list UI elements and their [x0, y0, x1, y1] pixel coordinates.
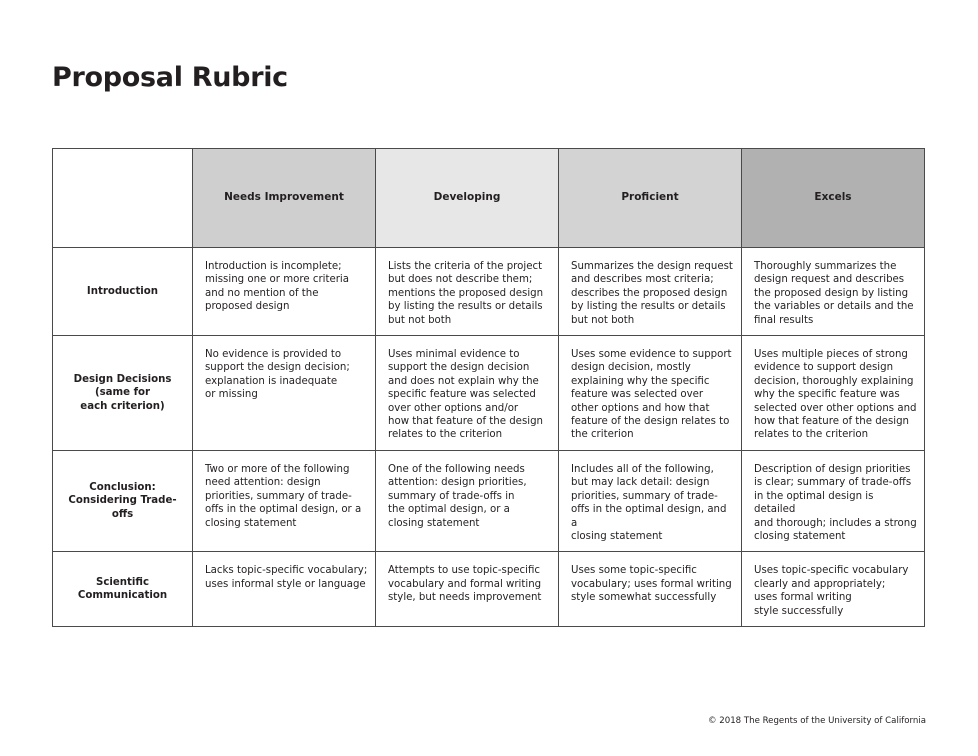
- row-header-conclusion: Conclusion: Considering Trade-offs: [53, 450, 193, 551]
- cell-scientific-communication-excels: Uses topic-specific vocabulary clearly and appropriately; uses formal writing style successfully: [742, 552, 925, 627]
- header-developing: Developing: [376, 149, 559, 248]
- cell-introduction-developing: Lists the criteria of the project but does not describe them; mentions the proposed design by listing the results or details but not both: [376, 248, 559, 336]
- cell-design-decisions-excels: Uses multiple pieces of strong evidence to support design decision, thoroughly explaining why the specific feature was selected over other options and how that feature of the design relates to the criterion: [742, 336, 925, 451]
- cell-design-decisions-proficient: Uses some evidence to support design decision, mostly explaining why the specific feature was selected over other options and how that feature of the design relates to the criterion: [559, 336, 742, 451]
- cell-introduction-needs-improvement: Introduction is incomplete; missing one or more criteria and no mention of the proposed design: [193, 248, 376, 336]
- cell-conclusion-proficient: Includes all of the following, but may lack detail: design priorities, summary of trade- offs in the optimal design, and a closing statement: [559, 450, 742, 551]
- row-header-introduction: Introduction: [53, 248, 193, 336]
- rubric-table: [52, 148, 925, 627]
- table-row-conclusion: [53, 450, 925, 551]
- cell-introduction-proficient: Summarizes the design request and describes most criteria; describes the proposed design by listing the results or details but not both: [559, 248, 742, 336]
- table-row-design-decisions: [53, 336, 925, 451]
- cell-conclusion-excels: Description of design priorities is clear; summary of trade-offs in the optimal design is detailed and thorough; includes a strong closing statement: [742, 450, 925, 551]
- row-header-design-decisions: Design Decisions (same for each criterion): [53, 336, 193, 451]
- header-excels: Excels: [742, 149, 925, 248]
- table-row-scientific-communication: [53, 552, 925, 627]
- cell-scientific-communication-needs-improvement: Lacks topic-specific vocabulary; uses informal style or language: [193, 552, 376, 627]
- cell-design-decisions-needs-improvement: No evidence is provided to support the design decision; explanation is inadequate or missing: [193, 336, 376, 451]
- cell-scientific-communication-developing: Attempts to use topic-specific vocabulary and formal writing style, but needs improvement: [376, 552, 559, 627]
- header-proficient: Proficient: [559, 149, 742, 248]
- cell-scientific-communication-proficient: Uses some topic-specific vocabulary; uses formal writing style somewhat successfully: [559, 552, 742, 627]
- row-header-scientific-communication: Scientific Communication: [53, 552, 193, 627]
- header-needs-improvement: Needs Improvement: [193, 149, 376, 248]
- page-title: Proposal Rubric: [52, 62, 288, 93]
- copyright-notice: © 2018 The Regents of the University of California: [707, 716, 926, 726]
- header-row: [53, 149, 925, 248]
- cell-design-decisions-developing: Uses minimal evidence to support the design decision and does not explain why the specific feature was selected over other options and/or how that feature of the design relates to the criterion: [376, 336, 559, 451]
- cell-introduction-excels: Thoroughly summarizes the design request and describes the proposed design by listing the variables or details and the final results: [742, 248, 925, 336]
- header-corner-cell: [53, 149, 193, 248]
- cell-conclusion-needs-improvement: Two or more of the following need attention: design priorities, summary of trade- offs in the optimal design, or a closing statement: [193, 450, 376, 551]
- table-row-introduction: [53, 248, 925, 336]
- cell-conclusion-developing: One of the following needs attention: design priorities, summary of trade-offs in the optimal design, or a closing statement: [376, 450, 559, 551]
